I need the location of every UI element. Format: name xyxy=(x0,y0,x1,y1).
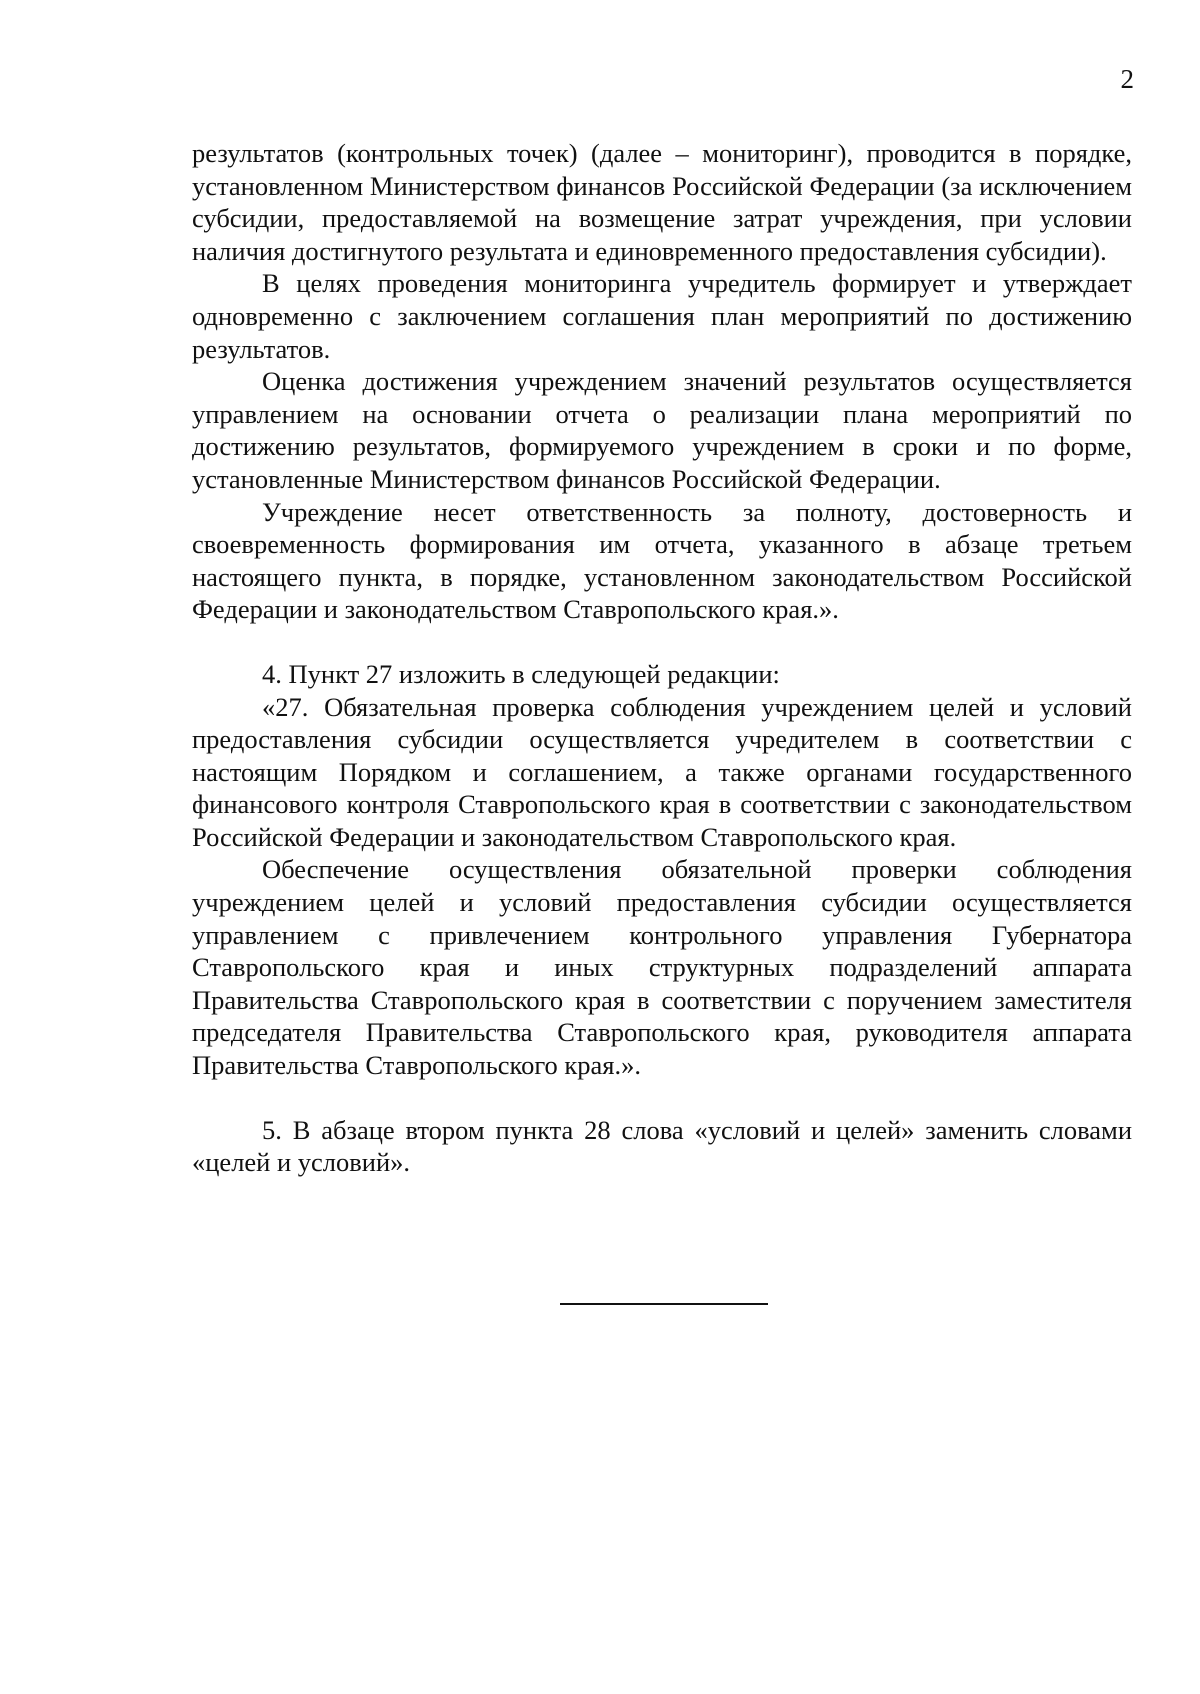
paragraph-monitoring-continuation: результатов (контрольных точек) (далее – мониторинг), проводится в порядке, установленном Министерством финансов Российской Федерации (за исключением субсидии, предоставляемой на возмещение затрат учреждения, при условии наличия достигнутого результата и единовременного предоставления субсидии). xyxy=(192,138,1132,266)
paragraph-gap xyxy=(192,1082,1132,1114)
paragraph-report-responsibility: Учреждение несет ответственность за полноту, достоверность и своевременность формирования им отчета, указанного в абзаце третьем настоящего пункта, в порядке, установленном законодательством Российской Федерации и законодательством Ставропольского края.». xyxy=(192,496,1132,625)
page-number: 2 xyxy=(1120,64,1134,94)
paragraph-results-assessment: Оценка достижения учреждением значений результатов осуществляется управлением на основании отчета о реализации плана мероприятий по достижению результатов, формируемого учреждением в сроки и по форме, установленные Министерством финансов Российской Федерации. xyxy=(192,366,1132,494)
paragraph-gap xyxy=(192,626,1132,658)
paragraph-item-5: 5. В абзаце втором пункта 28 слова «условий и целей» заменить словами «целей и условий». xyxy=(192,1114,1132,1178)
paragraph-item-4-heading: 4. Пункт 27 изложить в следующей редакции: xyxy=(262,658,780,689)
document-body xyxy=(192,137,1132,1179)
paragraph-monitoring-plan: В целях проведения мониторинга учредитель формирует и утверждает одновременно с заключением соглашения план мероприятий по достижению результатов. xyxy=(192,268,1132,364)
paragraph-inspection-support: Обеспечение осуществления обязательной проверки соблюдения учреждением целей и условий предоставления субсидии осуществляется управлением с привлечением контрольного управления Губернатора Ставропольского края и иных структурных подразделений аппарата Правительства Ставропольского края в соответствии с поручением заместителя председателя Правительства Ставропольского края, руководителя аппарата Правительства Ставропольского края.». xyxy=(192,854,1132,1081)
document-end-rule xyxy=(560,1303,768,1305)
paragraph-item-27-text: «27. Обязательная проверка соблюдения учреждением целей и условий предоставления субсидии осуществляется учредителем в соответствии с настоящим Порядком и соглашением, а также органами государственного финансового контроля Ставропольского края в соответствии с законодательством Российской Федерации и законодательством Ставропольского края. xyxy=(192,691,1132,852)
